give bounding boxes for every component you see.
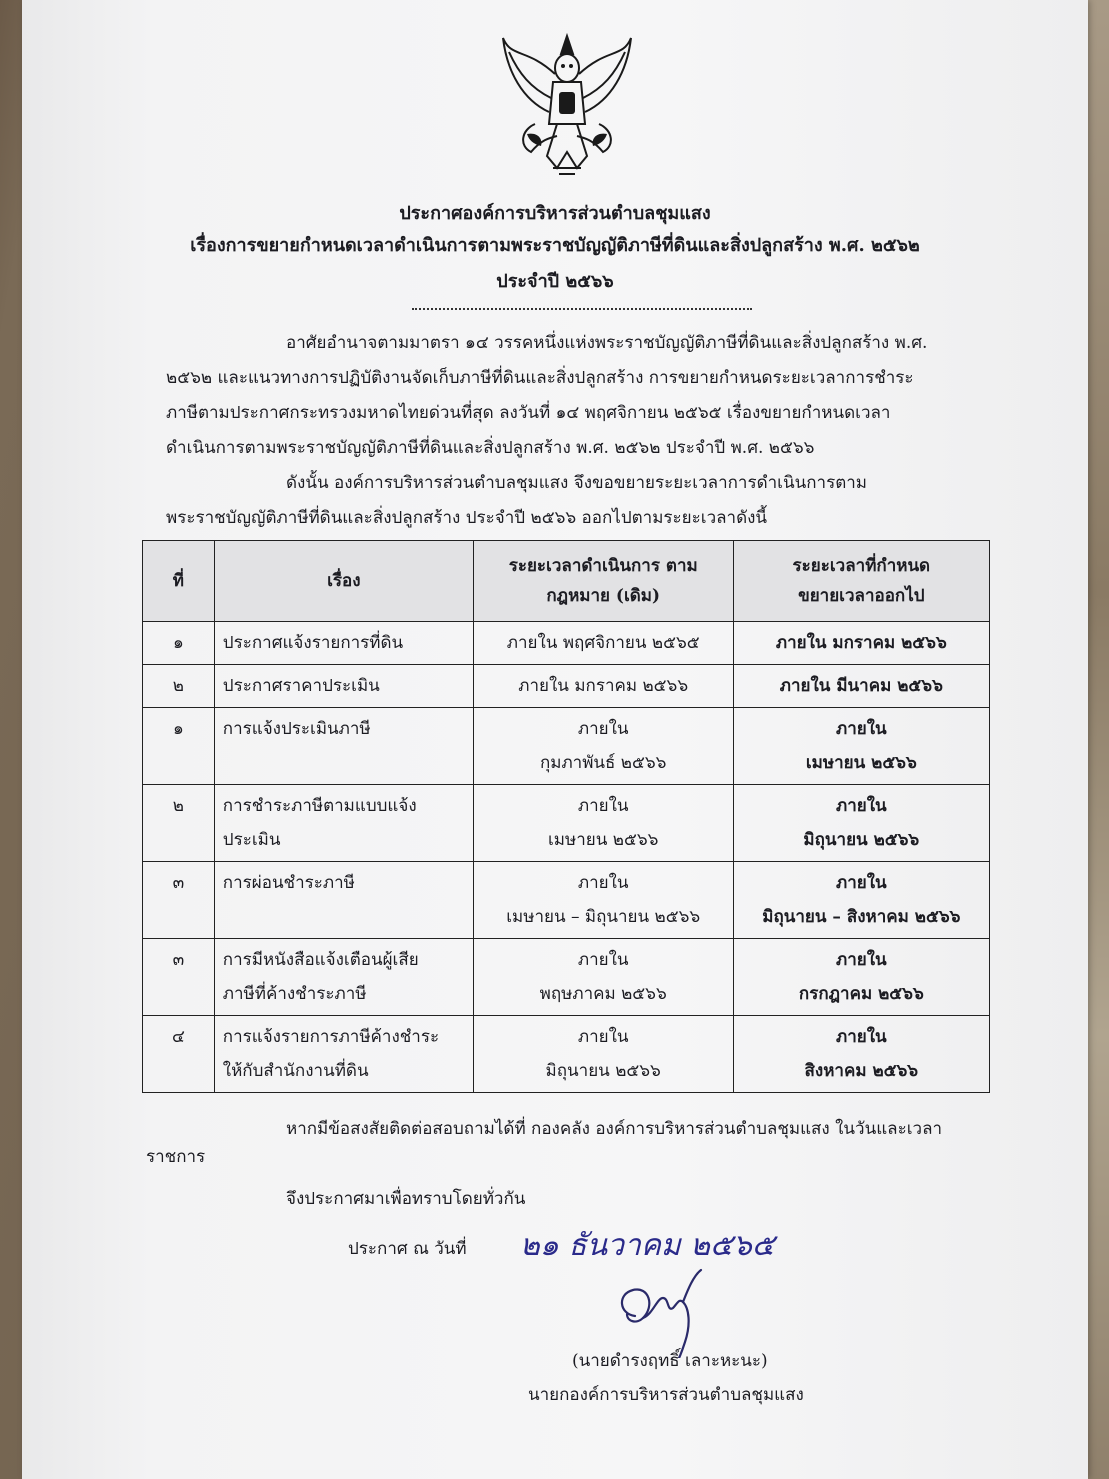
row-original-period-text: พฤษภาคม ๒๕๖๖ <box>539 984 667 1004</box>
row-extended-period <box>733 939 989 1016</box>
paragraph-line: ดำเนินการตามพระราชบัญญัติภาษีที่ดินและสิ่งปลูกสร้าง พ.ศ. ๒๕๖๒ ประจำปี พ.ศ. ๒๕๖๖ <box>166 438 815 458</box>
row-original-period <box>473 708 733 785</box>
dotted-divider <box>412 308 752 310</box>
handwritten-date: ๒๑ ธันวาคม ๒๕๖๕ <box>520 1228 775 1263</box>
row-number-text: ๑ <box>173 719 184 739</box>
row-original-period-text: มิถุนายน ๒๕๖๖ <box>545 1061 661 1081</box>
row-original-period-text: ภายใน <box>577 796 629 816</box>
table-row <box>143 622 990 665</box>
row-extended-period-text: ภายใน <box>836 950 887 970</box>
row-original-period <box>473 665 733 708</box>
row-number <box>143 862 215 939</box>
header-number: ที่ <box>143 541 215 622</box>
row-subject <box>214 1016 473 1093</box>
row-extended-period-text: ภายใน มีนาคม ๒๕๖๖ <box>779 676 943 696</box>
row-extended-period-text: มิถุนายน ๒๕๖๖ <box>803 830 920 850</box>
schedule-table <box>142 540 990 1093</box>
row-subject <box>214 862 473 939</box>
row-number <box>143 785 215 862</box>
row-number <box>143 939 215 1016</box>
row-number-text: ๑ <box>173 633 184 653</box>
table-row <box>143 939 990 1016</box>
row-extended-period <box>733 1016 989 1093</box>
row-number-text: ๓ <box>172 950 185 970</box>
table-header-row <box>143 541 990 622</box>
row-number-text: ๓ <box>172 873 185 893</box>
header-extended-line1: ระยะเวลาที่กำหนด <box>792 556 931 576</box>
row-subject <box>214 622 473 665</box>
row-number <box>143 622 215 665</box>
row-extended-period-text: ภายใน <box>836 1027 887 1047</box>
row-original-period-text: ภายใน <box>577 873 629 893</box>
header-extended-period <box>733 541 989 622</box>
announcement-title: ประกาศองค์การบริหารส่วนตำบลชุมแสง <box>399 203 711 224</box>
header-original-line2: กฎหมาย (เดิม) <box>546 586 661 606</box>
paragraph-line: ดังนั้น องค์การบริหารส่วนตำบลชุมแสง จึงขอขยายระยะเวลาการดำเนินการตาม <box>286 473 867 493</box>
row-subject <box>214 939 473 1016</box>
row-number-text: ๒ <box>172 676 184 696</box>
header-subject: เรื่อง <box>214 541 473 622</box>
row-original-period <box>473 785 733 862</box>
row-subject-text: การชำระภาษีตามแบบแจ้ง <box>222 796 417 816</box>
garuda-emblem-icon <box>497 28 637 178</box>
row-subject-text: ประกาศราคาประเมิน <box>222 676 380 696</box>
announcement-subject: เรื่องการขยายกำหนดเวลาดำเนินการตามพระราชบัญญัติภาษีที่ดินและสิ่งปลูกสร้าง พ.ศ. ๒๕๖๒ <box>190 235 920 256</box>
row-subject <box>214 708 473 785</box>
row-original-period-text: ภายใน <box>577 1027 629 1047</box>
row-extended-period-text: ภายใน <box>836 719 887 739</box>
contact-line: ราชการ <box>146 1147 206 1167</box>
row-number-text: ๒ <box>172 796 184 816</box>
row-extended-period-text: กรกฎาคม ๒๕๖๖ <box>798 984 924 1004</box>
row-extended-period <box>733 785 989 862</box>
paragraph-line: ๒๕๖๒ และแนวทางการปฏิบัติงานจัดเก็บภาษีที่ดินและสิ่งปลูกสร้าง การขยายกำหนดระยะเวลาการชำระ <box>166 368 914 388</box>
row-number <box>143 665 215 708</box>
row-extended-period <box>733 708 989 785</box>
paragraph-line: พระราชบัญญัติภาษีที่ดินและสิ่งปลูกสร้าง ประจำปี ๒๕๖๖ ออกไปตามระยะเวลาดังนี้ <box>166 508 768 528</box>
row-original-period-text: ภายใน <box>577 719 629 739</box>
paragraph-line: ภาษีตามประกาศกระทรวงมหาดไทยด่วนที่สุด ลงวันที่ ๑๔ พฤศจิกายน ๒๕๖๕ เรื่องขยายกำหนดเวลา <box>166 403 891 423</box>
row-original-period-text: เมษายน ๒๕๖๖ <box>548 830 659 850</box>
row-original-period-text: เมษายน – มิถุนายน ๒๕๖๖ <box>506 907 701 927</box>
row-original-period-text: กุมภาพันธ์ ๒๕๖๖ <box>539 753 667 773</box>
row-subject-text: การมีหนังสือแจ้งเตือนผู้เสีย <box>222 950 419 970</box>
signer-title: นายกองค์การบริหารส่วนตำบลชุมแสง <box>528 1385 804 1405</box>
row-extended-period <box>733 622 989 665</box>
table-row <box>143 862 990 939</box>
contact-line: หากมีข้อสงสัยติดต่อสอบถามได้ที่ กองคลัง องค์การบริหารส่วนตำบลชุมแสง ในวันและเวลา <box>286 1119 943 1139</box>
table-row <box>143 1016 990 1093</box>
row-original-period-text: ภายใน พฤศจิกายน ๒๕๖๕ <box>506 633 700 653</box>
row-extended-period-text: ภายใน <box>836 873 887 893</box>
table-row <box>143 708 990 785</box>
table-row <box>143 785 990 862</box>
announcement-year: ประจำปี ๒๕๖๖ <box>496 271 614 292</box>
row-number <box>143 708 215 785</box>
row-extended-period-text: สิงหาคม ๒๕๖๖ <box>804 1061 919 1081</box>
row-extended-period-text: ภายใน <box>836 796 887 816</box>
row-subject-text: ให้กับสำนักงานที่ดิน <box>222 1061 369 1081</box>
date-label: ประกาศ ณ วันที่ <box>348 1239 467 1259</box>
row-number-text: ๔ <box>171 1027 185 1047</box>
row-subject-text: ประกาศแจ้งรายการที่ดิน <box>222 633 404 653</box>
row-original-period <box>473 939 733 1016</box>
row-original-period <box>473 1016 733 1093</box>
header-extended-line2: ขยายเวลาออกไป <box>798 586 925 606</box>
document-page <box>22 0 1088 1479</box>
row-original-period <box>473 862 733 939</box>
row-extended-period-text: ภายใน มกราคม ๒๕๖๖ <box>775 633 947 653</box>
signer-name: (นายดำรงฤทธิ์ เลาะหะนะ) <box>572 1351 768 1371</box>
row-original-period <box>473 622 733 665</box>
row-subject <box>214 785 473 862</box>
header-original-line1: ระยะเวลาดำเนินการ ตาม <box>508 556 698 576</box>
announce-line: จึงประกาศมาเพื่อทราบโดยทั่วกัน <box>286 1189 526 1209</box>
row-subject-text: การผ่อนชำระภาษี <box>222 873 355 893</box>
row-extended-period <box>733 665 989 708</box>
row-subject-text: การแจ้งประเมินภาษี <box>222 719 371 739</box>
row-original-period-text: ภายใน มกราคม ๒๕๖๖ <box>518 676 689 696</box>
row-subject-text: ภาษีที่ค้างชำระภาษี <box>222 984 367 1004</box>
table-row <box>143 665 990 708</box>
paragraph-line: อาศัยอำนาจตามมาตรา ๑๔ วรรคหนึ่งแห่งพระราชบัญญัติภาษีที่ดินและสิ่งปลูกสร้าง พ.ศ. <box>286 333 928 353</box>
row-subject-text: การแจ้งรายการภาษีค้างชำระ <box>222 1027 440 1047</box>
row-extended-period <box>733 862 989 939</box>
row-subject-text: ประเมิน <box>222 830 281 850</box>
header-original-period <box>473 541 733 622</box>
row-extended-period-text: มิถุนายน – สิงหาคม ๒๕๖๖ <box>762 907 961 927</box>
row-subject <box>214 665 473 708</box>
row-extended-period-text: เมษายน ๒๕๖๖ <box>805 753 917 773</box>
row-number <box>143 1016 215 1093</box>
row-original-period-text: ภายใน <box>577 950 629 970</box>
